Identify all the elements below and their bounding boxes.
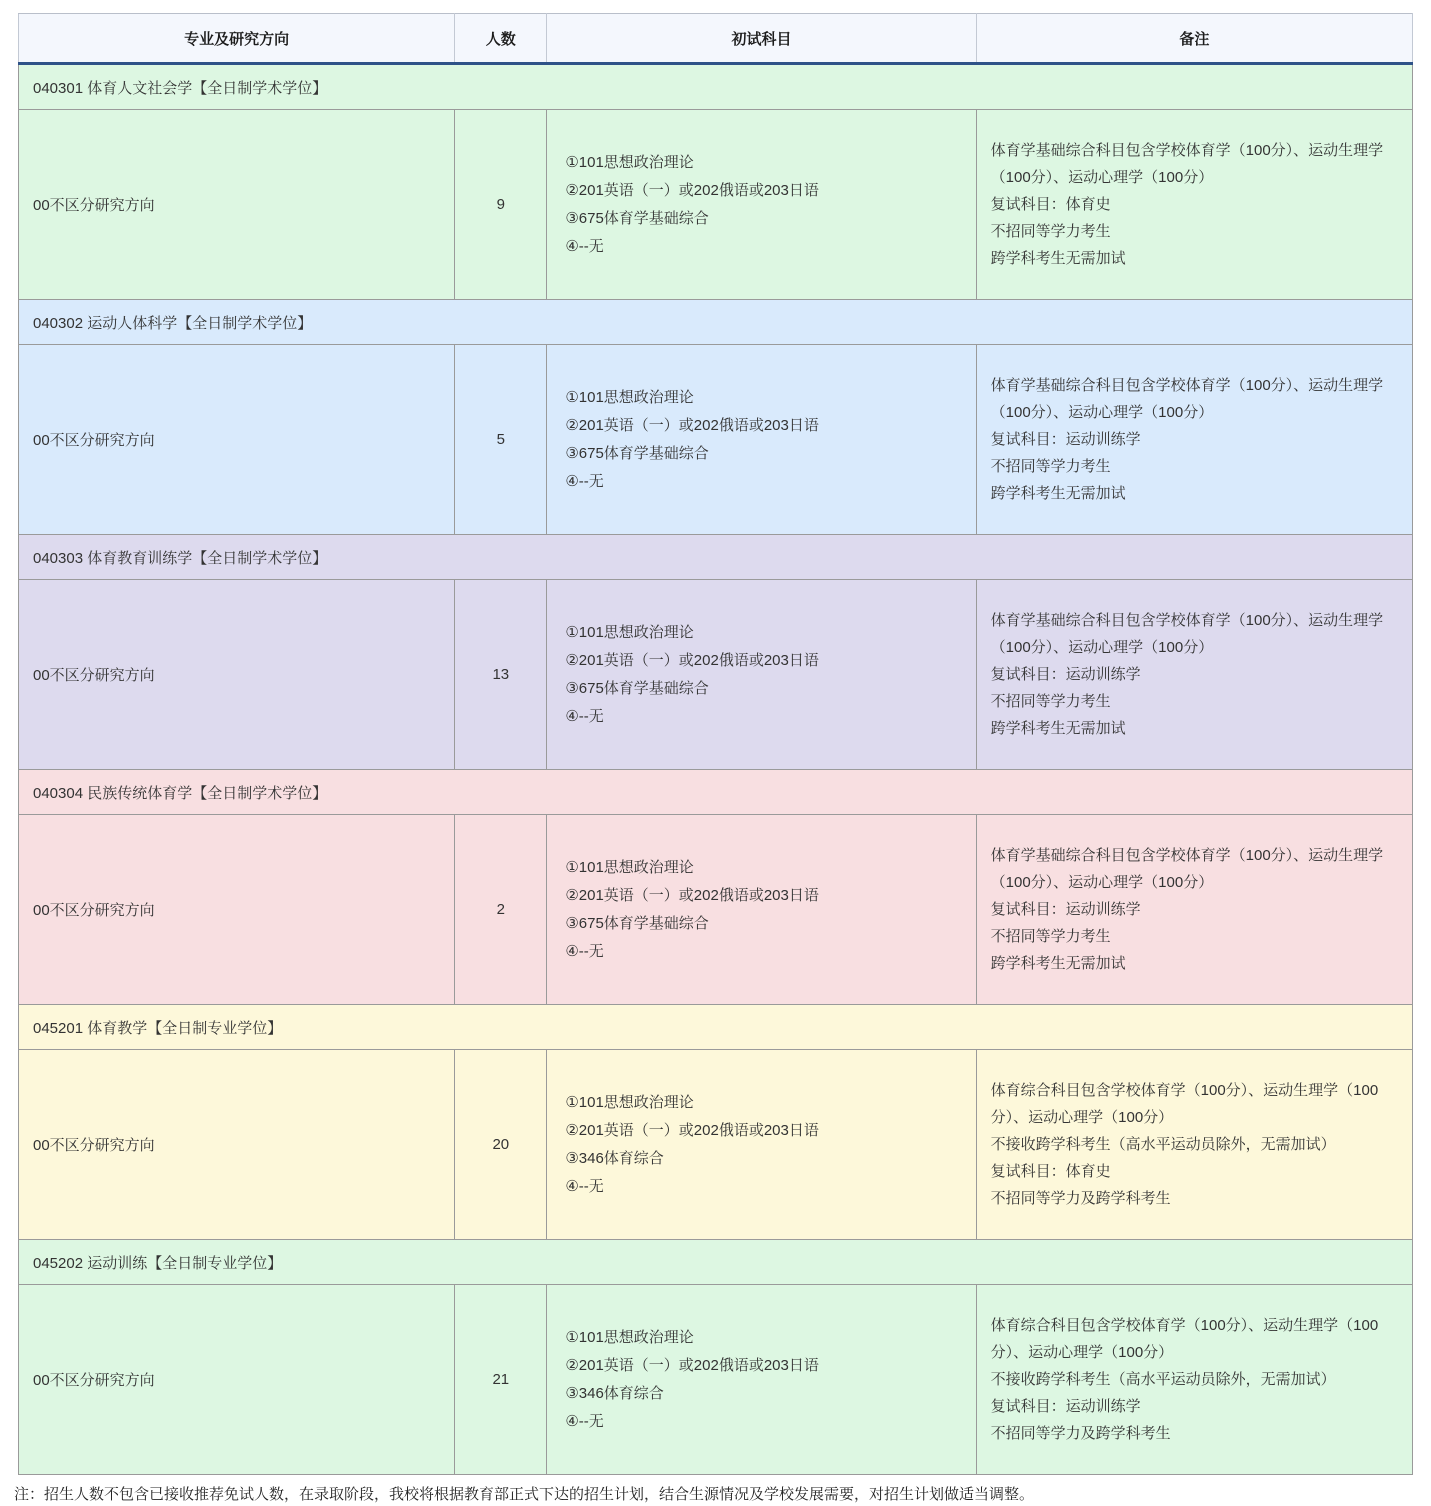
count-cell: 20 bbox=[455, 1050, 547, 1240]
note-line: 体育综合科目包含学校体育学（100分）、运动生理学（100分）、运动心理学（100分） bbox=[990, 1082, 1379, 1126]
column-header-subjects: 初试科目 bbox=[547, 14, 976, 64]
note-line: 复试科目：体育史 bbox=[990, 1163, 1111, 1180]
column-header-count: 人数 bbox=[455, 14, 547, 64]
note-line: 复试科目：运动训练学 bbox=[990, 431, 1141, 448]
subject-line: ①101思想政治理论 bbox=[565, 388, 694, 406]
subject-line: ④--无 bbox=[565, 1177, 604, 1195]
note-line: 体育学基础综合科目包含学校体育学（100分）、运动生理学（100分）、运动心理学（100分） bbox=[990, 377, 1384, 421]
note-line: 复试科目：运动训练学 bbox=[990, 1398, 1141, 1415]
count-cell: 9 bbox=[455, 110, 547, 300]
note-line: 跨学科考生无需加试 bbox=[990, 955, 1126, 972]
note-line: 不接收跨学科考生（高水平运动员除外，无需加试） bbox=[990, 1136, 1336, 1153]
notes-cell bbox=[976, 110, 1412, 300]
table-head bbox=[19, 14, 1413, 64]
subject-line: ③675体育学基础综合 bbox=[565, 679, 709, 697]
table-row bbox=[19, 345, 1413, 535]
note-line: 复试科目：运动训练学 bbox=[990, 901, 1141, 918]
note-line: 体育学基础综合科目包含学校体育学（100分）、运动生理学（100分）、运动心理学（100分） bbox=[990, 847, 1384, 891]
count-cell: 5 bbox=[455, 345, 547, 535]
direction-cell: 00不区分研究方向 bbox=[19, 345, 455, 535]
subject-line: ②201英语（一）或202俄语或203日语 bbox=[565, 181, 819, 199]
section-header-040304 bbox=[19, 770, 1413, 815]
subject-line: ③346体育综合 bbox=[565, 1149, 664, 1167]
table-row bbox=[19, 815, 1413, 1005]
section-title: 040304 民族传统体育学【全日制学术学位】 bbox=[19, 770, 1413, 815]
column-header-notes: 备注 bbox=[976, 14, 1412, 64]
subjects-cell bbox=[547, 815, 976, 1005]
note-line: 复试科目：体育史 bbox=[990, 196, 1111, 213]
subject-line: ②201英语（一）或202俄语或203日语 bbox=[565, 886, 819, 904]
section-header-040303 bbox=[19, 535, 1413, 580]
note-line: 跨学科考生无需加试 bbox=[990, 485, 1126, 502]
table-row bbox=[19, 1285, 1413, 1475]
note-line: 不招同等学力考生 bbox=[990, 693, 1111, 710]
subject-line: ④--无 bbox=[565, 1412, 604, 1430]
note-line: 跨学科考生无需加试 bbox=[990, 250, 1126, 267]
subject-line: ①101思想政治理论 bbox=[565, 1328, 694, 1346]
note-line: 体育学基础综合科目包含学校体育学（100分）、运动生理学（100分）、运动心理学（100分） bbox=[990, 142, 1384, 186]
table-row bbox=[19, 110, 1413, 300]
section-header-045201 bbox=[19, 1005, 1413, 1050]
direction-cell: 00不区分研究方向 bbox=[19, 580, 455, 770]
table-row bbox=[19, 580, 1413, 770]
direction-cell: 00不区分研究方向 bbox=[19, 1050, 455, 1240]
subjects-cell bbox=[547, 580, 976, 770]
section-title: 040303 体育教育训练学【全日制学术学位】 bbox=[19, 535, 1413, 580]
subjects-cell bbox=[547, 345, 976, 535]
subject-line: ④--无 bbox=[565, 472, 604, 490]
subject-line: ③346体育综合 bbox=[565, 1384, 664, 1402]
subjects-cell bbox=[547, 110, 976, 300]
subject-line: ④--无 bbox=[565, 942, 604, 960]
footer-note: 注：招生人数不包含已接收推荐免试人数，在录取阶段，我校将根据教育部正式下达的招生计划，结合生源情况及学校发展需要，对招生计划做适当调整。 bbox=[14, 1486, 1035, 1503]
notes-cell bbox=[976, 1050, 1412, 1240]
table-row bbox=[19, 1050, 1413, 1240]
note-line: 体育学基础综合科目包含学校体育学（100分）、运动生理学（100分）、运动心理学（100分） bbox=[990, 612, 1384, 656]
table-container bbox=[18, 13, 1413, 1475]
section-title: 045202 运动训练【全日制专业学位】 bbox=[19, 1240, 1413, 1285]
subject-line: ③675体育学基础综合 bbox=[565, 444, 709, 462]
subject-line: ①101思想政治理论 bbox=[565, 1093, 694, 1111]
note-line: 不招同等学力考生 bbox=[990, 223, 1111, 240]
subject-line: ②201英语（一）或202俄语或203日语 bbox=[565, 651, 819, 669]
count-cell: 21 bbox=[455, 1285, 547, 1475]
section-title: 040302 运动人体科学【全日制学术学位】 bbox=[19, 300, 1413, 345]
notes-cell bbox=[976, 345, 1412, 535]
section-header-040301 bbox=[19, 64, 1413, 110]
header-row bbox=[19, 14, 1413, 64]
subject-line: ④--无 bbox=[565, 707, 604, 725]
subject-line: ④--无 bbox=[565, 237, 604, 255]
section-header-040302 bbox=[19, 300, 1413, 345]
count-cell: 13 bbox=[455, 580, 547, 770]
note-line: 不接收跨学科考生（高水平运动员除外，无需加试） bbox=[990, 1371, 1336, 1388]
admissions-table bbox=[18, 13, 1413, 1475]
note-line: 跨学科考生无需加试 bbox=[990, 720, 1126, 737]
note-line: 复试科目：运动训练学 bbox=[990, 666, 1141, 683]
direction-cell: 00不区分研究方向 bbox=[19, 1285, 455, 1475]
subject-line: ①101思想政治理论 bbox=[565, 623, 694, 641]
direction-cell: 00不区分研究方向 bbox=[19, 815, 455, 1005]
note-line: 不招同等学力及跨学科考生 bbox=[990, 1190, 1171, 1207]
direction-cell: 00不区分研究方向 bbox=[19, 110, 455, 300]
subject-line: ①101思想政治理论 bbox=[565, 153, 694, 171]
note-line: 不招同等学力及跨学科考生 bbox=[990, 1425, 1171, 1442]
subject-line: ②201英语（一）或202俄语或203日语 bbox=[565, 1356, 819, 1374]
page bbox=[0, 13, 1431, 1506]
section-title: 040301 体育人文社会学【全日制学术学位】 bbox=[19, 64, 1413, 110]
count-cell: 2 bbox=[455, 815, 547, 1005]
section-title: 045201 体育教学【全日制专业学位】 bbox=[19, 1005, 1413, 1050]
section-header-045202 bbox=[19, 1240, 1413, 1285]
column-header-major: 专业及研究方向 bbox=[19, 14, 455, 64]
subject-line: ②201英语（一）或202俄语或203日语 bbox=[565, 416, 819, 434]
notes-cell bbox=[976, 580, 1412, 770]
subject-line: ③675体育学基础综合 bbox=[565, 914, 709, 932]
note-line: 体育综合科目包含学校体育学（100分）、运动生理学（100分）、运动心理学（100分） bbox=[990, 1317, 1379, 1361]
subject-line: ③675体育学基础综合 bbox=[565, 209, 709, 227]
subjects-cell bbox=[547, 1050, 976, 1240]
notes-cell bbox=[976, 1285, 1412, 1475]
notes-cell bbox=[976, 815, 1412, 1005]
note-line: 不招同等学力考生 bbox=[990, 458, 1111, 475]
subject-line: ①101思想政治理论 bbox=[565, 858, 694, 876]
subjects-cell bbox=[547, 1285, 976, 1475]
table-body bbox=[19, 64, 1413, 1475]
subject-line: ②201英语（一）或202俄语或203日语 bbox=[565, 1121, 819, 1139]
note-line: 不招同等学力考生 bbox=[990, 928, 1111, 945]
